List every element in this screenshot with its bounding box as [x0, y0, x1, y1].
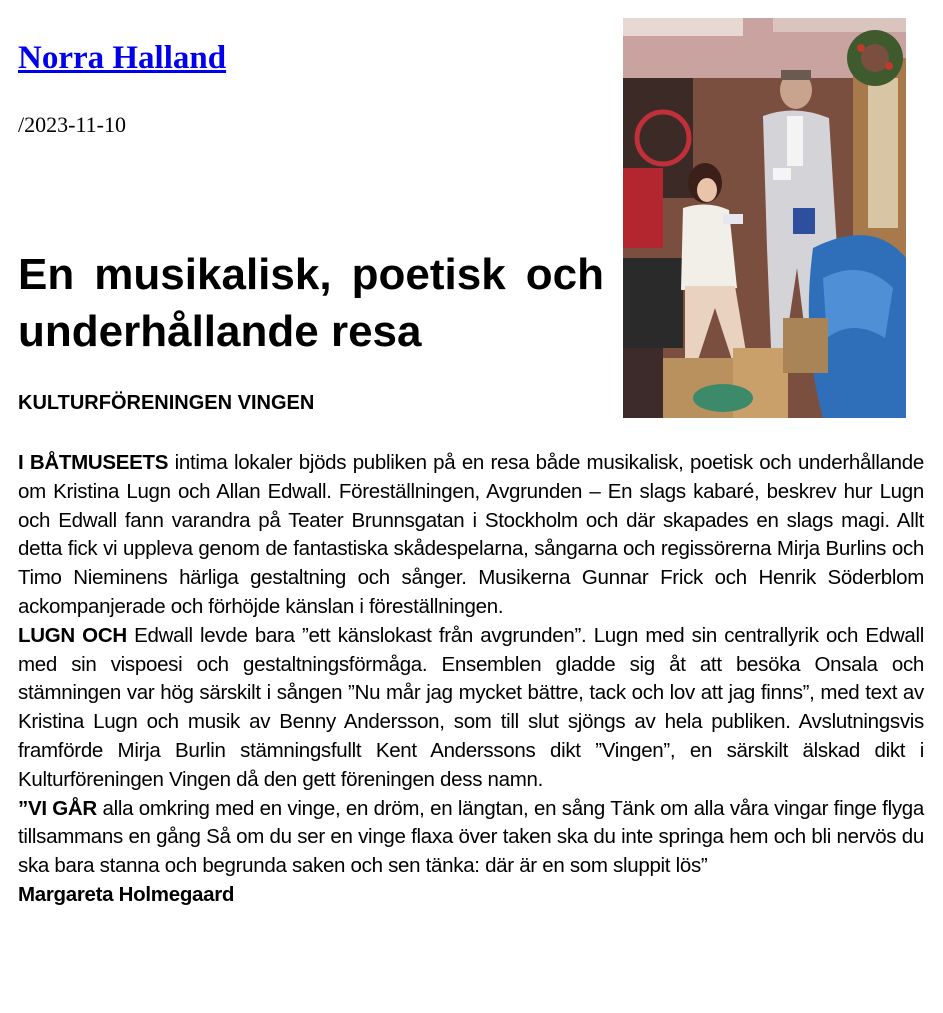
publish-date: /2023-11-10: [18, 112, 126, 137]
paragraph-text: Edwall levde bara ”ett känslokast från avgrunden”. Lugn med sin centrallyrik och Edwall med sin vispoesi och gestaltningsförmåga. Ensemblen gladde sig åt att besöka Onsala och stämningen var hög särskilt i sången ”Nu mår jag mycket bättre, tack och lov att jag finns”, med text av Kristina Lugn och musik av Benny Andersson, som till slut sjöngs av hela publiken. Avslutningsvis framförde Mirja Burlin stämningsfullt Kent Anderssons dikt ”Vingen”, en särskilt älskad dikt i Kulturföreningen Vingen då den gett föreningen dess namn.: [18, 623, 924, 791]
source-link[interactable]: Norra Halland: [18, 40, 227, 76]
paragraph-lead: ”VI GÅR: [18, 796, 97, 820]
article-kicker: KULTURFÖRENINGEN VINGEN: [18, 392, 315, 414]
article-body: [18, 449, 924, 910]
paragraph-lead: I BÅTMUSEETS: [18, 451, 169, 474]
article-byline: Margareta Holmegaard: [18, 882, 235, 906]
article-photo: [623, 18, 906, 418]
article-paragraph: [18, 622, 924, 795]
article-headline: En musikalisk, poetisk och underhållande resa: [18, 250, 604, 356]
paragraph-text: alla omkring med en vinge, en dröm, en längtan, en sång Tänk om alla våra vingar finge flyga tillsammans en gång Så om du ser en vinge flaxa över taken ska du inte springa hem och bli nervös du ska bara stanna och begrunda saken och sen tänka: där är en som sluppit lös”: [18, 796, 924, 878]
event-photo-icon: [623, 18, 906, 418]
paragraph-lead: LUGN OCH: [18, 623, 127, 647]
article-paragraph: [18, 449, 924, 622]
paragraph-text: intima lokaler bjöds publiken på en resa både musikalisk, poetisk och underhållande om Kristina Lugn och Allan Edwall. Föreställningen, Avgrunden – En slags kabaré, beskrev hur Lugn och Edwall fann varandra på Teater Brunnsgatan i Stockholm och där skapades en slags magi. Allt detta fick vi uppleva genom de fantastiska skådespelarna, sångarna och regissörerna Mirja Burlins och Timo Nieminens härliga gestaltning och sånger. Musikerna Gunnar Frick och Henrik Söderblom ackompanjerade och förhöjde känslan i föreställningen.: [18, 451, 924, 618]
article-paragraph: [18, 795, 924, 881]
